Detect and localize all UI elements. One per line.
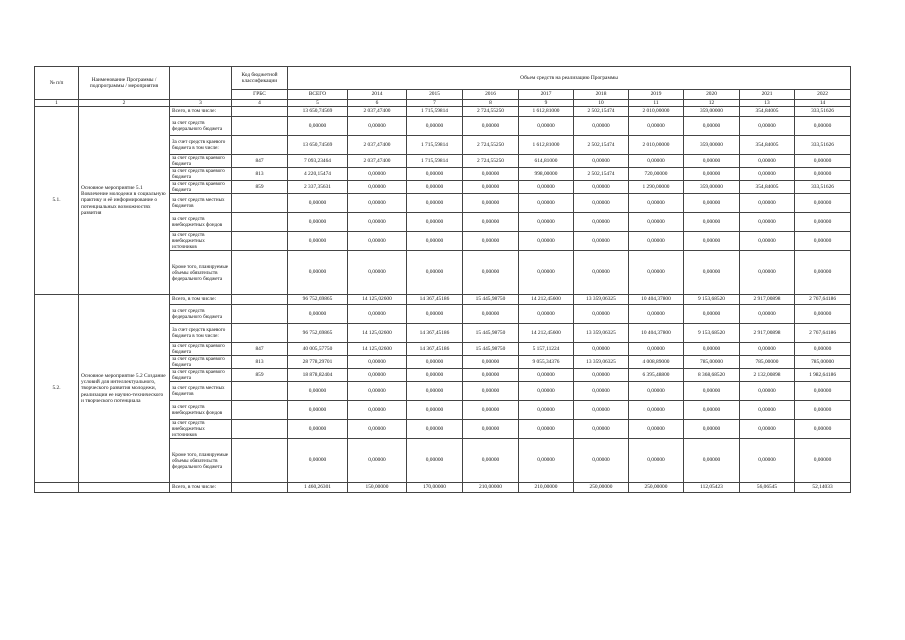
amount-total: 13 650,74569 [288,107,348,117]
amount-year: 0,00000 [740,343,795,356]
grbs-code [232,213,288,232]
amount-year: 0,00000 [740,305,795,324]
amount-year: 2 724,55250 [463,136,519,155]
amount-year: 0,00000 [629,401,684,420]
amount-total: 18 878,82404 [288,369,348,382]
amount-year: 0,00000 [740,117,795,136]
amount-total: 0,00000 [288,251,348,295]
amount-year: 0,00000 [519,369,574,382]
amount-year: 112,05423 [684,483,740,493]
funding-source-label: Всего, в том числе: [170,295,232,305]
column-index: 9 [519,100,574,107]
amount-year: 0,00000 [348,401,407,420]
amount-total: 13 650,74569 [288,136,348,155]
amount-year: 1 612,81000 [519,136,574,155]
amount-year: 0,00000 [684,305,740,324]
amount-year: 0,00000 [629,305,684,324]
header-blank [170,67,232,100]
amount-year: 0,00000 [574,251,629,295]
amount-year: 0,00000 [463,181,519,194]
amount-total: 96 752,69865 [288,295,348,305]
grbs-code [232,295,288,305]
amount-year: 614,81000 [519,155,574,168]
amount-year: 2 724,55250 [463,155,519,168]
amount-year: 0,00000 [463,117,519,136]
amount-year: 2 724,55250 [463,107,519,117]
column-index: 1 [35,100,79,107]
amount-year: 0,00000 [407,356,463,369]
amount-year: 0,00000 [519,181,574,194]
grbs-code [232,420,288,439]
grbs-code [232,382,288,401]
amount-year: 0,00000 [740,401,795,420]
amount-year: 785,00000 [795,356,851,369]
amount-total: 96 752,69865 [288,324,348,343]
amount-year: 5 157,11224 [519,343,574,356]
header-year: 2014 [348,90,407,100]
amount-year: 0,00000 [684,168,740,181]
amount-year: 0,00000 [519,420,574,439]
amount-year: 0,00000 [348,194,407,213]
funding-source-label: Всего, в том числе: [170,107,232,117]
amount-total: 0,00000 [288,420,348,439]
amount-year: 2 010,00000 [629,136,684,155]
amount-year: 0,00000 [740,168,795,181]
amount-year: 0,00000 [348,305,407,324]
grbs-code [232,194,288,213]
amount-year: 0,00000 [740,382,795,401]
amount-year: 0,00000 [519,117,574,136]
funding-source-label: За счет средств краевого бюджета в том числе: [170,324,232,343]
grbs-code [232,251,288,295]
block-number [35,483,79,493]
amount-total: 0,00000 [288,194,348,213]
header-year: 2021 [740,90,795,100]
block-name: Основное мероприятие 5.1 Вовлечение молодежи в социальную практику и её информирование о потенциальных возможностях развития [79,107,170,295]
grbs-code [232,117,288,136]
funding-source-label: Всего, в том числе: [170,483,232,493]
amount-year: 0,00000 [407,251,463,295]
funding-source-label: Кроме того, планируемые объемы обязательств федерального бюджета [170,439,232,483]
amount-year: 0,00000 [684,420,740,439]
amount-year: 0,00000 [684,251,740,295]
amount-year: 0,00000 [574,369,629,382]
amount-year: 0,00000 [574,420,629,439]
amount-year: 250,00000 [574,483,629,493]
column-index: 12 [684,100,740,107]
header-year: 2015 [407,90,463,100]
header-num: № п/п [35,67,79,100]
amount-year: 0,00000 [629,251,684,295]
amount-total: 0,00000 [288,305,348,324]
amount-year: 0,00000 [348,439,407,483]
amount-year: 354,84005 [740,181,795,194]
block-name [79,483,170,493]
amount-year: 2 132,00898 [740,369,795,382]
amount-year: 785,00000 [740,356,795,369]
amount-total: 0,00000 [288,232,348,251]
funding-source-label: за счет средств внебюджетных фондов [170,213,232,232]
column-index: 13 [740,100,795,107]
grbs-code [232,401,288,420]
amount-year: 0,00000 [574,117,629,136]
grbs-code [232,305,288,324]
amount-year: 0,00000 [348,168,407,181]
header-funding-title: Объем средств на реализацию Программы [288,67,851,90]
amount-year: 0,00000 [795,213,851,232]
amount-year: 0,00000 [463,401,519,420]
amount-year: 0,00000 [684,382,740,401]
amount-year: 10 404,37800 [629,324,684,343]
amount-year: 8 368,68520 [684,369,740,382]
amount-year: 0,00000 [740,213,795,232]
funding-source-label: за счет средств краевого бюджета [170,181,232,194]
amount-year: 0,00000 [629,420,684,439]
amount-year: 210,00000 [519,483,574,493]
funding-source-label: за счет средств федерального бюджета [170,117,232,136]
amount-year: 0,00000 [574,401,629,420]
amount-year: 0,00000 [348,213,407,232]
amount-year: 0,00000 [574,232,629,251]
amount-year: 9 153,68520 [684,324,740,343]
amount-year: 0,00000 [740,232,795,251]
amount-year: 0,00000 [463,382,519,401]
grbs-code: 813 [232,356,288,369]
funding-source-label: за счет средств внебюджетных источников [170,232,232,251]
amount-year: 210,00000 [463,483,519,493]
amount-year: 0,00000 [519,213,574,232]
amount-year: 0,00000 [519,401,574,420]
amount-year: 1 982,64186 [795,369,851,382]
amount-year: 785,00000 [684,356,740,369]
amount-year: 250,00000 [629,483,684,493]
amount-year: 0,00000 [463,213,519,232]
amount-year: 14 212,45600 [519,324,574,343]
amount-year: 0,00000 [574,343,629,356]
amount-year: 0,00000 [463,420,519,439]
amount-year: 1 290,00000 [629,181,684,194]
block-name: Основное мероприятие 5.2 Создание условий для интеллектуального, творческого развития молодежи, реализации ее научно-технического и творческого потенциала [79,295,170,483]
amount-year: 333,51626 [795,136,851,155]
grbs-code: 813 [232,168,288,181]
grbs-code [232,324,288,343]
amount-year: 2 037,47400 [348,107,407,117]
amount-year: 0,00000 [629,117,684,136]
column-index: 6 [348,100,407,107]
amount-total: 4 220,15474 [288,168,348,181]
amount-year: 2 502,15474 [574,136,629,155]
amount-year: 0,00000 [463,251,519,295]
amount-year: 0,00000 [407,401,463,420]
funding-source-label: за счет средств краевого бюджета [170,343,232,356]
amount-year: 13 359,06325 [574,295,629,305]
amount-year: 0,00000 [629,343,684,356]
header-name: Наименование Программы / подпрограммы / мероприятия [79,67,170,100]
amount-year: 2 767,64186 [795,324,851,343]
column-index: 7 [407,100,463,107]
amount-year: 0,00000 [574,439,629,483]
amount-year: 0,00000 [629,382,684,401]
amount-year: 0,00000 [519,232,574,251]
amount-year: 359,00000 [684,181,740,194]
amount-year: 0,00000 [629,194,684,213]
amount-year: 0,00000 [463,369,519,382]
amount-year: 0,00000 [684,194,740,213]
amount-year: 0,00000 [407,369,463,382]
column-index: 11 [629,100,684,107]
grbs-code: 859 [232,181,288,194]
amount-year: 0,00000 [795,401,851,420]
amount-year: 0,00000 [519,305,574,324]
amount-year: 0,00000 [407,168,463,181]
amount-year: 170,00000 [407,483,463,493]
amount-year: 0,00000 [795,305,851,324]
amount-year: 0,00000 [574,213,629,232]
amount-year: 2 767,64186 [795,295,851,305]
funding-source-label: за счет средств краевого бюджета [170,356,232,369]
amount-year: 0,00000 [407,382,463,401]
amount-year: 0,00000 [795,343,851,356]
amount-year: 15 445,98750 [463,343,519,356]
amount-year: 0,00000 [740,439,795,483]
amount-year: 2 037,47400 [348,136,407,155]
grbs-code: 847 [232,343,288,356]
amount-year: 998,00000 [519,168,574,181]
funding-source-label: за счет средств федерального бюджета [170,305,232,324]
amount-year: 0,00000 [348,382,407,401]
amount-year: 0,00000 [348,117,407,136]
amount-year: 0,00000 [519,251,574,295]
amount-year: 0,00000 [463,232,519,251]
amount-year: 720,00000 [629,168,684,181]
amount-year: 0,00000 [795,155,851,168]
amount-year: 333,51626 [795,107,851,117]
column-index: 2 [79,100,170,107]
amount-total: 0,00000 [288,117,348,136]
amount-year: 2 917,00898 [740,295,795,305]
amount-total: 0,00000 [288,439,348,483]
amount-year: 0,00000 [684,401,740,420]
amount-total: 0,00000 [288,382,348,401]
amount-total: 7 093,23464 [288,155,348,168]
amount-year: 1 715,59814 [407,107,463,117]
funding-source-label: за счет средств краевого бюджета [170,369,232,382]
amount-year: 0,00000 [519,382,574,401]
column-index: 5 [288,100,348,107]
amount-year: 56,06545 [740,483,795,493]
amount-year: 0,00000 [463,305,519,324]
amount-total: 0,00000 [288,213,348,232]
amount-year: 0,00000 [740,420,795,439]
amount-year: 354,84005 [740,107,795,117]
amount-year: 333,51626 [795,181,851,194]
amount-year: 13 359,06325 [574,324,629,343]
amount-year: 359,00000 [684,136,740,155]
grbs-code: 847 [232,155,288,168]
amount-total: 28 778,29701 [288,356,348,369]
grbs-code [232,439,288,483]
funding-source-label: за счет средств местных бюджетов [170,382,232,401]
amount-year: 14 367,45186 [407,343,463,356]
amount-year: 0,00000 [795,251,851,295]
amount-year: 52,14033 [795,483,851,493]
amount-year: 0,00000 [407,194,463,213]
amount-year: 0,00000 [519,439,574,483]
amount-year: 0,00000 [348,251,407,295]
amount-year: 0,00000 [740,155,795,168]
header-year: 2019 [629,90,684,100]
header-year: 2018 [574,90,629,100]
amount-year: 0,00000 [407,232,463,251]
amount-year: 0,00000 [795,232,851,251]
funding-source-label: за счет средств местных бюджетов [170,194,232,213]
amount-year: 0,00000 [629,213,684,232]
amount-year: 0,00000 [795,382,851,401]
header-year: 2016 [463,90,519,100]
column-index: 10 [574,100,629,107]
column-index: 8 [463,100,519,107]
block-number: 5.2. [35,295,79,483]
amount-year: 359,00000 [684,107,740,117]
amount-year: 2 037,47400 [348,155,407,168]
amount-year: 0,00000 [463,168,519,181]
amount-year: 14 212,45600 [519,295,574,305]
amount-year: 2 502,15474 [574,168,629,181]
amount-year: 14 367,45186 [407,295,463,305]
amount-year: 0,00000 [629,232,684,251]
amount-year: 1 612,81000 [519,107,574,117]
grbs-code [232,232,288,251]
amount-year: 1 715,59814 [407,155,463,168]
amount-year: 9 055,34376 [519,356,574,369]
amount-year: 0,00000 [348,420,407,439]
amount-year: 0,00000 [407,181,463,194]
amount-year: 2 010,00000 [629,107,684,117]
amount-year: 15 445,98750 [463,295,519,305]
amount-year: 0,00000 [795,117,851,136]
amount-year: 0,00000 [795,439,851,483]
amount-year: 0,00000 [348,181,407,194]
funding-source-label: Кроме того, планируемые объемы обязательств федерального бюджета [170,251,232,295]
amount-year: 1 715,59814 [407,136,463,155]
column-index: 3 [170,100,232,107]
grbs-code: 859 [232,369,288,382]
amount-year: 0,00000 [684,343,740,356]
amount-year: 14 125,02600 [348,324,407,343]
column-index: 14 [795,100,851,107]
funding-source-label: за счет средств краевого бюджета [170,155,232,168]
amount-year: 0,00000 [629,439,684,483]
amount-total: 40 005,57750 [288,343,348,356]
budget-table-sheet [34,66,850,493]
amount-year: 0,00000 [407,439,463,483]
amount-year: 2 917,00898 [740,324,795,343]
header-year: 2020 [684,90,740,100]
amount-year: 150,00000 [348,483,407,493]
amount-year: 0,00000 [795,420,851,439]
amount-year: 2 502,15474 [574,107,629,117]
grbs-code [232,136,288,155]
amount-year: 0,00000 [574,194,629,213]
table-row [35,483,851,493]
amount-year: 0,00000 [519,194,574,213]
amount-total: 0,00000 [288,401,348,420]
funding-source-label: за счет средств внебюджетных источников [170,420,232,439]
budget-table [34,66,851,493]
amount-year: 0,00000 [684,232,740,251]
amount-year: 0,00000 [795,168,851,181]
header-year: 2022 [795,90,851,100]
header-budget-code: Код бюджетной классификации [232,67,288,90]
amount-year: 0,00000 [407,305,463,324]
amount-year: 14 125,02600 [348,295,407,305]
grbs-code [232,107,288,117]
amount-year: 0,00000 [795,194,851,213]
amount-year: 0,00000 [629,155,684,168]
amount-year: 0,00000 [574,181,629,194]
amount-year: 0,00000 [684,439,740,483]
amount-year: 0,00000 [574,155,629,168]
amount-year: 0,00000 [574,382,629,401]
amount-year: 354,84005 [740,136,795,155]
amount-year: 0,00000 [407,213,463,232]
amount-year: 0,00000 [407,117,463,136]
amount-year: 0,00000 [348,356,407,369]
amount-year: 0,00000 [463,194,519,213]
amount-year: 10 404,37800 [629,295,684,305]
funding-source-label: за счет средств внебюджетных фондов [170,401,232,420]
amount-year: 0,00000 [740,194,795,213]
amount-year: 0,00000 [574,305,629,324]
amount-year: 9 153,68520 [684,295,740,305]
amount-year: 14 367,45186 [407,324,463,343]
amount-year: 0,00000 [684,213,740,232]
amount-year: 0,00000 [407,420,463,439]
amount-year: 0,00000 [463,439,519,483]
amount-year: 6 395,48800 [629,369,684,382]
grbs-code [232,483,288,493]
table-row [35,295,851,305]
amount-year: 0,00000 [348,232,407,251]
amount-year: 13 359,06325 [574,356,629,369]
amount-year: 0,00000 [684,117,740,136]
amount-total: 1 460,26301 [288,483,348,493]
amount-year: 14 125,02600 [348,343,407,356]
amount-year: 0,00000 [348,369,407,382]
funding-source-label: За счет средств краевого бюджета в том числе: [170,136,232,155]
amount-year: 0,00000 [463,356,519,369]
amount-year: 4 008,89000 [629,356,684,369]
funding-source-label: за счет средств краевого бюджета [170,168,232,181]
column-index: 4 [232,100,288,107]
amount-year: 0,00000 [740,251,795,295]
table-row [35,107,851,117]
amount-year: 0,00000 [684,155,740,168]
header-total: ВСЕГО [288,90,348,100]
header-grbs: ГРБС [232,90,288,100]
amount-year: 15 445,98750 [463,324,519,343]
block-number: 5.1. [35,107,79,295]
amount-total: 2 337,35631 [288,181,348,194]
header-year: 2017 [519,90,574,100]
